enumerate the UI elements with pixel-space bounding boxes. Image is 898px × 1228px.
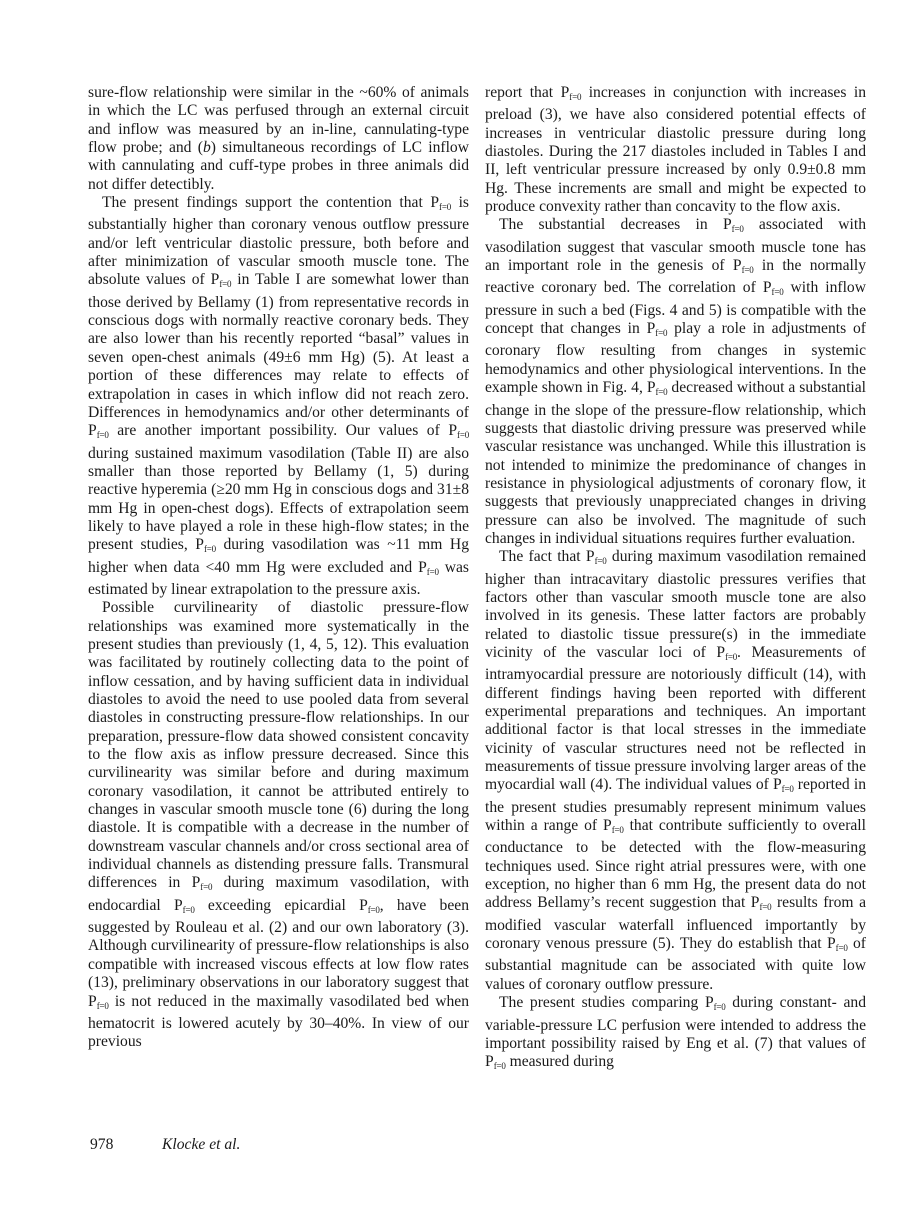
- p-f-zero-symbol: [195, 536, 216, 553]
- symbol-subscript: f=0: [655, 387, 668, 398]
- symbol-base: P: [646, 379, 656, 397]
- symbol-base: P: [732, 257, 742, 275]
- paragraph: [88, 194, 469, 599]
- symbol-base: P: [750, 894, 760, 912]
- symbol-base: P: [485, 1053, 494, 1071]
- text-run: are another important possibility. Our values of: [108, 422, 449, 440]
- p-f-zero-symbol: [359, 897, 380, 914]
- symbol-subscript: f=0: [771, 287, 784, 298]
- p-f-zero-symbol: [211, 271, 232, 288]
- symbol-subscript: f=0: [367, 904, 380, 915]
- symbol-subscript: f=0: [203, 544, 216, 555]
- text-run: results from a modified vascular waterfall influenced importantly by coronary venous pressure (5). They do establish that: [485, 894, 866, 953]
- page-footer: [90, 1136, 240, 1154]
- p-f-zero-symbol: [88, 422, 109, 439]
- paragraph: [88, 84, 469, 194]
- p-f-zero-symbol: [174, 897, 195, 914]
- text-column-left: [88, 84, 469, 1052]
- symbol-subscript: f=0: [439, 202, 452, 213]
- text-run: that contribute sufficiently to overall conductance to be detected with the flow-measuring techniques used. Since right atrial pressures were, with one exception, no higher than 6 mm Hg, the present data do not address Bellamy’s recent suggestion that: [485, 817, 866, 912]
- symbol-base: P: [585, 548, 595, 566]
- symbol-base: P: [716, 643, 726, 661]
- symbol-base: P: [191, 874, 201, 892]
- symbol-subscript: f=0: [96, 430, 109, 441]
- text-run: in Table I are somewhat lower than those derived by Bellamy (1) from representative records in conscious dogs with normally reactive coronary beds. They are also lower than his recently reported “basal” values in seven open-chest animals (49±6 mm Hg) (5). At least a portion of these differences may relate to effects of extrapolation in cases in which inflow did not reach zero. Differences in hemodynamics and/or other determinants of: [88, 271, 469, 421]
- p-f-zero-symbol: [561, 84, 582, 101]
- symbol-base: P: [430, 194, 440, 212]
- text-run: The fact that: [499, 548, 586, 566]
- p-f-zero-symbol: [448, 422, 469, 439]
- symbol-base: P: [359, 896, 368, 914]
- symbol-subscript: f=0: [725, 651, 738, 662]
- text-run: associated with vasodilation suggest that vascular smooth muscle tone has an important role in the genesis of: [485, 216, 866, 275]
- text-run: reported in the present studies presumably represent minimum values within a range of: [485, 776, 866, 835]
- text-run: sure-flow relationship were similar in the ~60% of animals in which the LC was perfused through an external circuit and inflow was measured by an in-line, cannulating-type flow probe; and (: [88, 84, 469, 157]
- p-f-zero-symbol: [705, 994, 726, 1011]
- symbol-subscript: f=0: [182, 904, 195, 915]
- symbol-base: P: [704, 994, 714, 1012]
- text-run: The substantial decreases in: [499, 216, 723, 234]
- text-run: during maximum vasodilation remained higher than intracavitary diastolic pressures verifies that factors other than vascular smooth muscle tone are also involved in its genesis. These latter factors are probably related to diastolic tissue pressure(s) in the immediate vicinity of the vascular loci of: [485, 548, 866, 661]
- symbol-subscript: f=0: [200, 882, 213, 893]
- symbol-subscript: f=0: [713, 1002, 726, 1013]
- text-run: during constant- and variable-pressure LC perfusion were intended to address the important possibility raised by Eng et al. (7) that values of: [485, 994, 866, 1052]
- text-run: exceeding epicardial: [194, 896, 360, 914]
- p-f-zero-symbol: [88, 993, 109, 1010]
- symbol-base: P: [173, 896, 183, 914]
- symbol-base: P: [448, 422, 458, 440]
- p-f-zero-symbol: [192, 874, 213, 891]
- text-run: report that: [485, 84, 561, 101]
- text-run: with inflow pressure in such a bed (Figs. 4 and 5) is compatible with the concept that changes in: [485, 279, 866, 338]
- text-run: of substantial magnitude can be associated with quite low values of coronary outflow pressure.: [485, 935, 866, 993]
- p-f-zero-symbol: [430, 194, 451, 211]
- symbol-base: P: [210, 271, 220, 289]
- p-f-zero-symbol: [647, 320, 668, 337]
- paragraph: [88, 599, 469, 1051]
- text-run: is not reduced in the maximally vasodilated bed when hematocrit is lowered acutely by 30–40%. In view of our previous: [88, 992, 469, 1051]
- symbol-subscript: f=0: [731, 224, 744, 235]
- p-f-zero-symbol: [586, 548, 607, 565]
- symbol-subscript: f=0: [569, 92, 582, 102]
- symbol-base: P: [88, 992, 97, 1010]
- symbol-base: P: [772, 776, 782, 794]
- symbol-base: P: [826, 935, 836, 953]
- text-run: Possible curvilinearity of diastolic pressure-flow relationships was examined more systematically in the present studies than previously (1, 4, 5, 12). This evaluation was facilitated by routinely collecting data to the point of inflow cessation, and by having sufficient data in individual diastoles to avoid the need to use pooled data from several diastoles in constructing pressure-flow relationships. In our preparation, pressure-flow data showed consistent concavity to the flow axis as inflow pressure decreased. Since this curvilinearity was similar before and during maximum coronary vasodilation, it cannot be attributed entirely to changes in vascular smooth muscle tone (6) during the long diastole. It is compatible with a decrease in the number of downstream vascular channels and/or cross sectional area of individual channels as distending pressure falls. Transmural differences in: [88, 599, 469, 892]
- text-run: The present studies comparing: [499, 994, 705, 1012]
- text-run: measured during: [505, 1053, 614, 1071]
- paragraph: [485, 548, 866, 994]
- text-run: is substantially higher than coronary venous outflow pressure and/or left ventricular diastolic pressure, both before and after minimization of vascular smooth muscle tone. The absolute values of: [88, 194, 469, 289]
- p-f-zero-symbol: [418, 559, 439, 576]
- text-column-right: [485, 84, 866, 1076]
- text-run: increases in conjunction with increases in preload (3), we have also considered potential effects of increases in ventricular diastolic pressure during long diastoles. During the 217 diastoles included in Tables I and II, left ventricular pressure increased by only 0.9±0.8 mm Hg. These increments are small and might be expected to produce convexity rather than concavity to the flow axis.: [485, 84, 866, 216]
- text-run: play a role in adjustments of coronary flow resulting from changes in systemic hemodynamics and other physiological interventions. In the example shown in Fig. 4,: [485, 320, 866, 397]
- symbol-subscript: f=0: [655, 328, 668, 339]
- symbol-subscript: f=0: [759, 902, 772, 913]
- text-run: was estimated by linear extrapolation to the pressure axis.: [88, 558, 469, 598]
- symbol-base: P: [88, 422, 97, 440]
- text-run: during vasodilation was ~11 mm Hg higher when data <40 mm Hg were excluded and: [88, 536, 469, 576]
- symbol-base: P: [195, 536, 204, 554]
- symbol-subscript: f=0: [781, 784, 794, 795]
- text-run: . Measurements of intramyocardial pressure are notoriously difficult (14), with different findings having been reported with different experimental preparations and techniques. An important additional factor is that local stresses in the immediate vicinity of vascular structures need not be reflected in measurements of tissue pressure involving larger areas of the myocardial wall (4). The individual values of: [485, 643, 866, 794]
- text-run: The present findings support the contention that: [102, 194, 431, 212]
- p-f-zero-symbol: [773, 776, 794, 793]
- symbol-subscript: f=0: [594, 556, 607, 567]
- paragraph: [485, 216, 866, 548]
- symbol-subscript: f=0: [493, 1061, 506, 1072]
- p-f-zero-symbol: [603, 817, 624, 834]
- p-f-zero-symbol: [733, 257, 754, 274]
- text-run: during sustained maximum vasodilation (Table II) are also smaller than those reported by Bellamy (1, 5) during reactive hyperemia (≥20 mm Hg in conscious dogs and 31±8 mm Hg in open-chest dogs). Effects of extrapolation seem likely to have played a role in these high-flow states; in the present studies,: [88, 444, 469, 554]
- p-f-zero-symbol: [485, 1053, 506, 1070]
- text-run: ) simultaneous recordings of LC inflow with cannulating and cuff-type probes in three animals did not differ detectibly.: [88, 139, 469, 193]
- paragraph: [485, 84, 866, 216]
- symbol-subscript: f=0: [611, 825, 624, 836]
- symbol-base: P: [418, 558, 427, 576]
- p-f-zero-symbol: [716, 644, 737, 661]
- page-number: 978: [90, 1136, 114, 1153]
- symbol-subscript: f=0: [741, 265, 754, 276]
- p-f-zero-symbol: [723, 216, 744, 233]
- italic-variable: b: [202, 139, 211, 157]
- p-f-zero-symbol: [751, 894, 772, 911]
- symbol-base: P: [646, 320, 656, 338]
- symbol-base: P: [762, 279, 772, 297]
- symbol-subscript: f=0: [835, 943, 848, 954]
- text-run: , have been suggested by Rouleau et al. (2) and our own laboratory (3). Although curvilinearity of pressure-flow relationships is also compatible with increased viscous effects at low flow rates (13), preliminary observations in our laboratory suggest that: [88, 896, 469, 992]
- text-run: in the normally reactive coronary bed. The correlation of: [485, 257, 866, 297]
- paragraph: [485, 994, 866, 1075]
- symbol-subscript: f=0: [96, 1000, 109, 1011]
- symbol-subscript: f=0: [426, 566, 439, 577]
- text-run: decreased without a substantial change in the slope of the pressure-flow relationship, which suggests that diastolic driving pressure was preserved while vascular resistance was unchanged. While this illustration is not intended to minimize the predominance of changes in resistance in physiological adjustments of coronary flow, it suggests that previously unappreciated changes in driving pressure can also be involved. The magnitude of such changes in individual situations requires further evaluation.: [485, 379, 867, 547]
- symbol-base: P: [560, 84, 570, 101]
- p-f-zero-symbol: [647, 379, 668, 396]
- text-run: during maximum vasodilation, with endocardial: [88, 874, 470, 914]
- symbol-subscript: f=0: [219, 279, 232, 290]
- symbol-base: P: [603, 817, 612, 835]
- symbol-subscript: f=0: [457, 430, 469, 441]
- running-head: Klocke et al.: [162, 1136, 241, 1153]
- symbol-base: P: [722, 216, 732, 234]
- p-f-zero-symbol: [827, 935, 848, 952]
- p-f-zero-symbol: [763, 279, 784, 296]
